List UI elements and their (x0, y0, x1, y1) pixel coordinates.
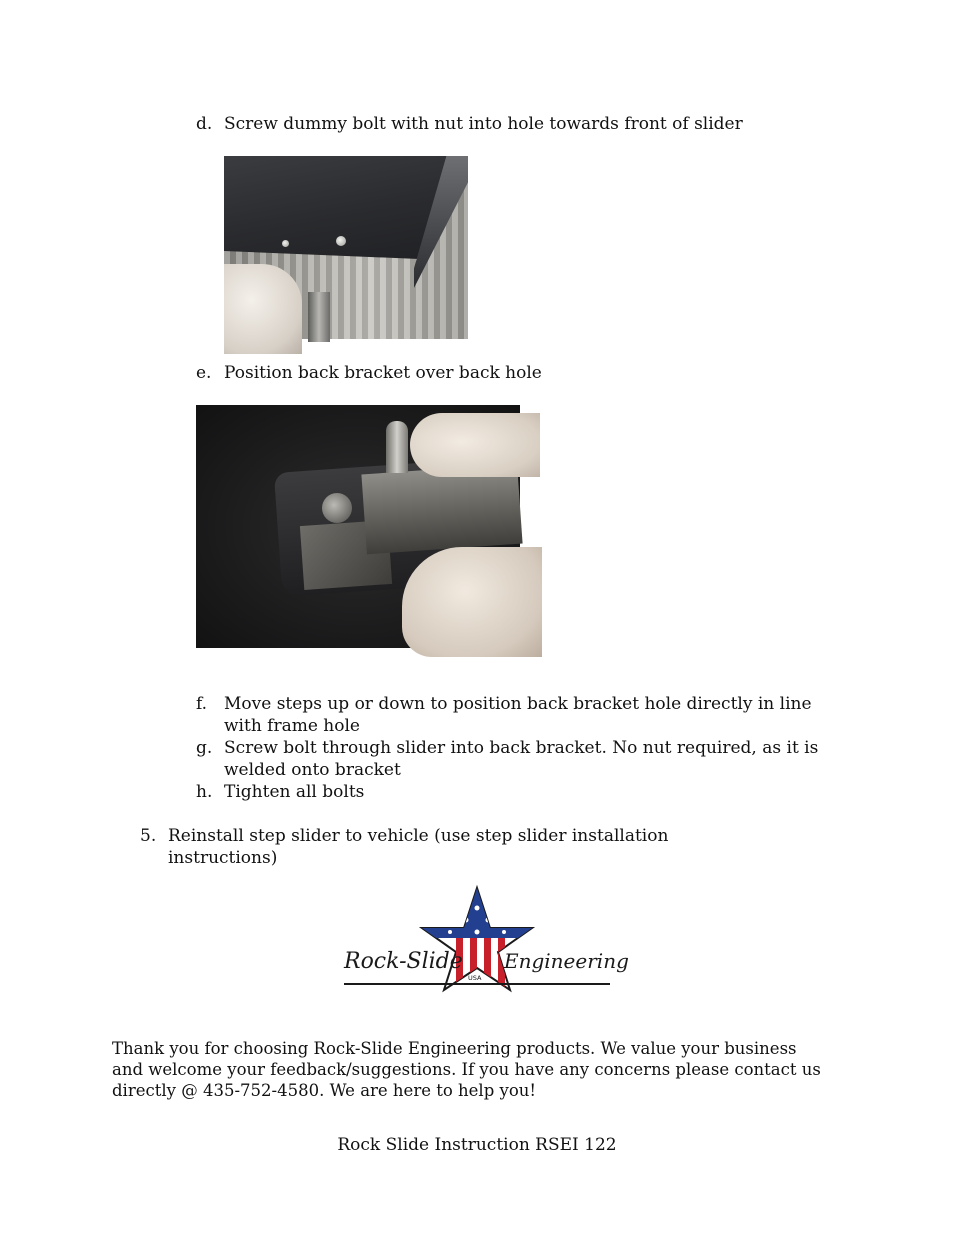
photo-back-bracket (196, 405, 520, 648)
step-g (196, 737, 836, 781)
step-text: Tighten all bolts (224, 782, 365, 802)
photo-dummy-bolt (224, 156, 468, 339)
step-marker: h. (196, 782, 213, 802)
step-text: Screw bolt through slider into back bracket. No nut required, as it is welded onto bracket (224, 738, 819, 780)
page-footer: Rock Slide Instruction RSEI 122 (337, 1135, 617, 1155)
step-text: Move steps up or down to position back bracket hole directly in line with frame hole (224, 694, 812, 736)
rock-slide-logo (344, 886, 629, 986)
step-text: Position back bracket over back hole (224, 363, 542, 383)
logo-right-text: Engineering (504, 949, 629, 973)
step-marker: f. (196, 694, 208, 714)
step-text: Screw dummy bolt with nut into hole towards front of slider (224, 114, 743, 134)
star-icon (344, 886, 629, 986)
step-text: Reinstall step slider to vehicle (use step slider installation instructions) (168, 826, 669, 868)
step-marker: g. (196, 738, 213, 758)
step-marker: e. (196, 363, 212, 383)
logo-underline (344, 983, 610, 985)
step-marker: d. (196, 114, 213, 134)
thank-you-paragraph: Thank you for choosing Rock-Slide Engineering products. We value your business and welcome your feedback/suggestions. If you have any concerns please contact us directly @ 435-752-4580. We are here to help you! (112, 1039, 821, 1100)
step-f (196, 693, 836, 737)
logo-badge-text: USA (468, 974, 482, 982)
logo-left-text: Rock-Slide (344, 949, 463, 974)
step-marker: 5. (140, 826, 157, 846)
